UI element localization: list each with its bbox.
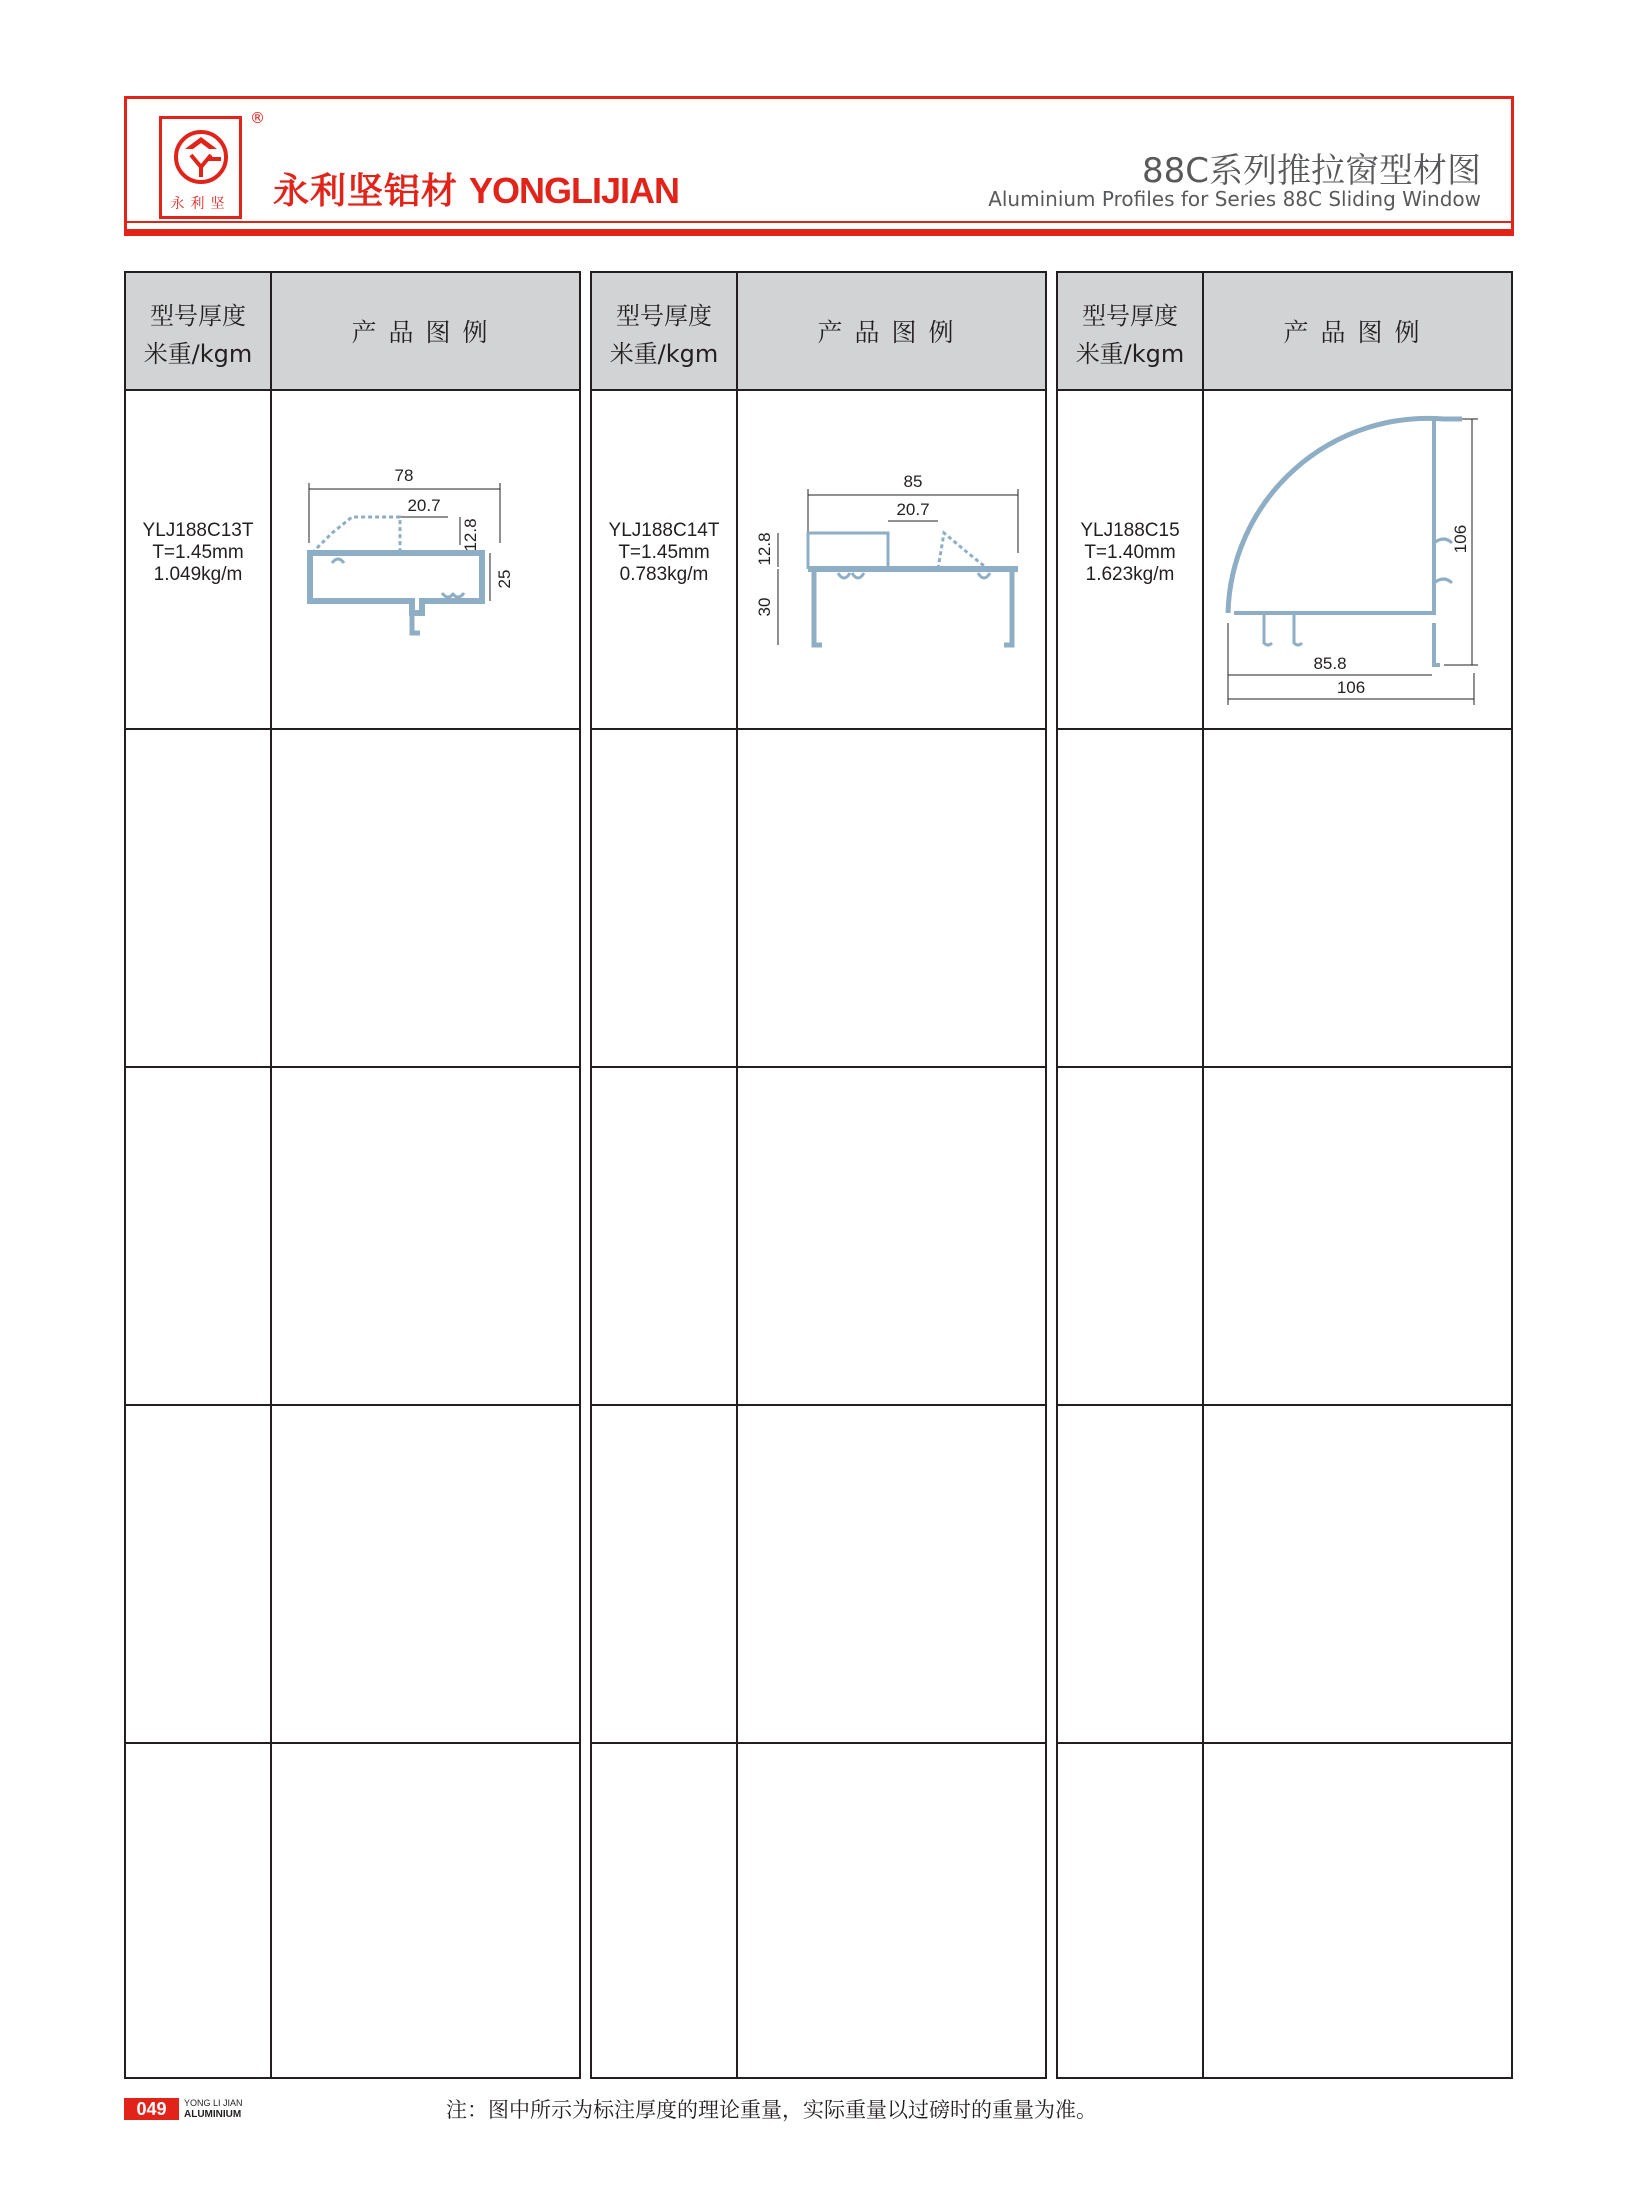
product-model: YLJ188C13T xyxy=(142,520,254,541)
page-subtitle: Aluminium Profiles for Series 88C Sliding Window xyxy=(988,187,1481,211)
page-title: 88C系列推拉窗型材图 xyxy=(1141,151,1481,191)
profile-drawing xyxy=(272,393,579,729)
brand-name-cn: 永利坚铝材 xyxy=(273,170,459,211)
row-divider xyxy=(592,1066,1045,1068)
profile-hook xyxy=(332,559,464,597)
profile-inner xyxy=(312,517,400,553)
profile-drawing-svg xyxy=(272,393,579,729)
row-divider xyxy=(126,1404,579,1406)
brand-name-en: YONGLIJIAN xyxy=(469,170,680,211)
profile-outline xyxy=(310,553,482,613)
page-number: 049 xyxy=(124,2098,179,2120)
header-model-weight xyxy=(592,297,736,373)
logo-caption: 永利坚 xyxy=(170,196,231,212)
row-divider xyxy=(126,1066,579,1068)
dim-inner-width: 20.7 xyxy=(896,500,930,519)
footer-brand xyxy=(184,2098,243,2120)
profile-hook xyxy=(838,573,990,578)
dim-height: 30 xyxy=(755,597,774,617)
profile-leg xyxy=(1004,569,1012,645)
dim-inner-width: 85.8 xyxy=(1313,654,1347,673)
footer-brand-line1: YONG LI JIAN xyxy=(184,2098,243,2108)
header-model-label: 型号厚度 xyxy=(150,302,246,330)
table-header xyxy=(592,273,1045,391)
profile-drawing xyxy=(1204,393,1511,729)
header-model-label: 型号厚度 xyxy=(1082,302,1178,330)
row-divider xyxy=(592,1404,1045,1406)
profile-hook xyxy=(1434,539,1452,583)
footer-brand-line2: ALUMINIUM xyxy=(184,2109,242,2120)
product-spec xyxy=(1058,520,1202,586)
dim-height-small: 12.8 xyxy=(755,532,774,566)
product-thickness: T=1.45mm xyxy=(618,542,710,563)
dim-height: 106 xyxy=(1451,524,1470,554)
header-product-diagram: 产品图例 xyxy=(817,318,966,347)
profile-outline xyxy=(1234,419,1434,613)
header-model-weight xyxy=(126,297,270,373)
row-divider xyxy=(1058,1404,1511,1406)
profile-leg xyxy=(1434,623,1440,665)
header-weight-label: 米重/kgm xyxy=(143,340,253,368)
profile-hook xyxy=(1264,613,1302,645)
product-spec xyxy=(126,520,270,586)
product-weight: 1.623kg/m xyxy=(1085,564,1175,585)
product-spec xyxy=(592,520,736,586)
dim-height: 25 xyxy=(495,569,514,589)
profile-leg xyxy=(814,569,822,645)
product-model: YLJ188C14T xyxy=(608,520,720,541)
registered-mark: ® xyxy=(250,109,265,127)
table-header xyxy=(1058,273,1511,391)
header-rule-thin xyxy=(124,221,1514,223)
footer-note: 注：图中所示为标注厚度的理论重量，实际重量以过磅时的重量为准。 xyxy=(446,2098,1097,2122)
row-divider xyxy=(126,1742,579,1744)
profile-inner xyxy=(938,533,988,569)
row-divider xyxy=(592,1742,1045,1744)
profile-table-3 xyxy=(1056,271,1513,2079)
logo-emblem-icon xyxy=(171,127,231,187)
row-divider xyxy=(1058,1742,1511,1744)
dim-total-width: 85 xyxy=(903,472,923,491)
row-divider xyxy=(1058,1066,1511,1068)
header-weight-label: 米重/kgm xyxy=(609,340,719,368)
brand-logo xyxy=(159,116,242,219)
brand-name xyxy=(273,163,679,214)
header-model-weight xyxy=(1058,297,1202,373)
table-header xyxy=(126,273,579,391)
header-weight-label: 米重/kgm xyxy=(1075,340,1185,368)
profile-inner xyxy=(808,533,888,569)
product-thickness: T=1.40mm xyxy=(1084,542,1176,563)
page-header xyxy=(124,96,1514,235)
product-weight: 0.783kg/m xyxy=(619,564,709,585)
header-rule xyxy=(124,229,1514,236)
header-product-diagram: 产品图例 xyxy=(351,318,500,347)
header-product-diagram: 产品图例 xyxy=(1283,318,1432,347)
product-weight: 1.049kg/m xyxy=(153,564,243,585)
profile-table-2 xyxy=(590,271,1047,2079)
header-model-label: 型号厚度 xyxy=(616,302,712,330)
profile-drawing-svg xyxy=(738,393,1045,729)
product-model: YLJ188C15 xyxy=(1080,520,1180,541)
dim-height-small: 12.8 xyxy=(461,518,480,552)
dim-total-width: 106 xyxy=(1336,678,1366,697)
profile-drawing-svg xyxy=(1204,393,1511,729)
dim-inner-width: 20.7 xyxy=(407,496,441,515)
profile-table-1 xyxy=(124,271,581,2079)
dim-total-width: 78 xyxy=(394,466,414,485)
profile-drawing xyxy=(738,393,1045,729)
product-thickness: T=1.45mm xyxy=(152,542,244,563)
profile-arc xyxy=(1228,418,1462,613)
